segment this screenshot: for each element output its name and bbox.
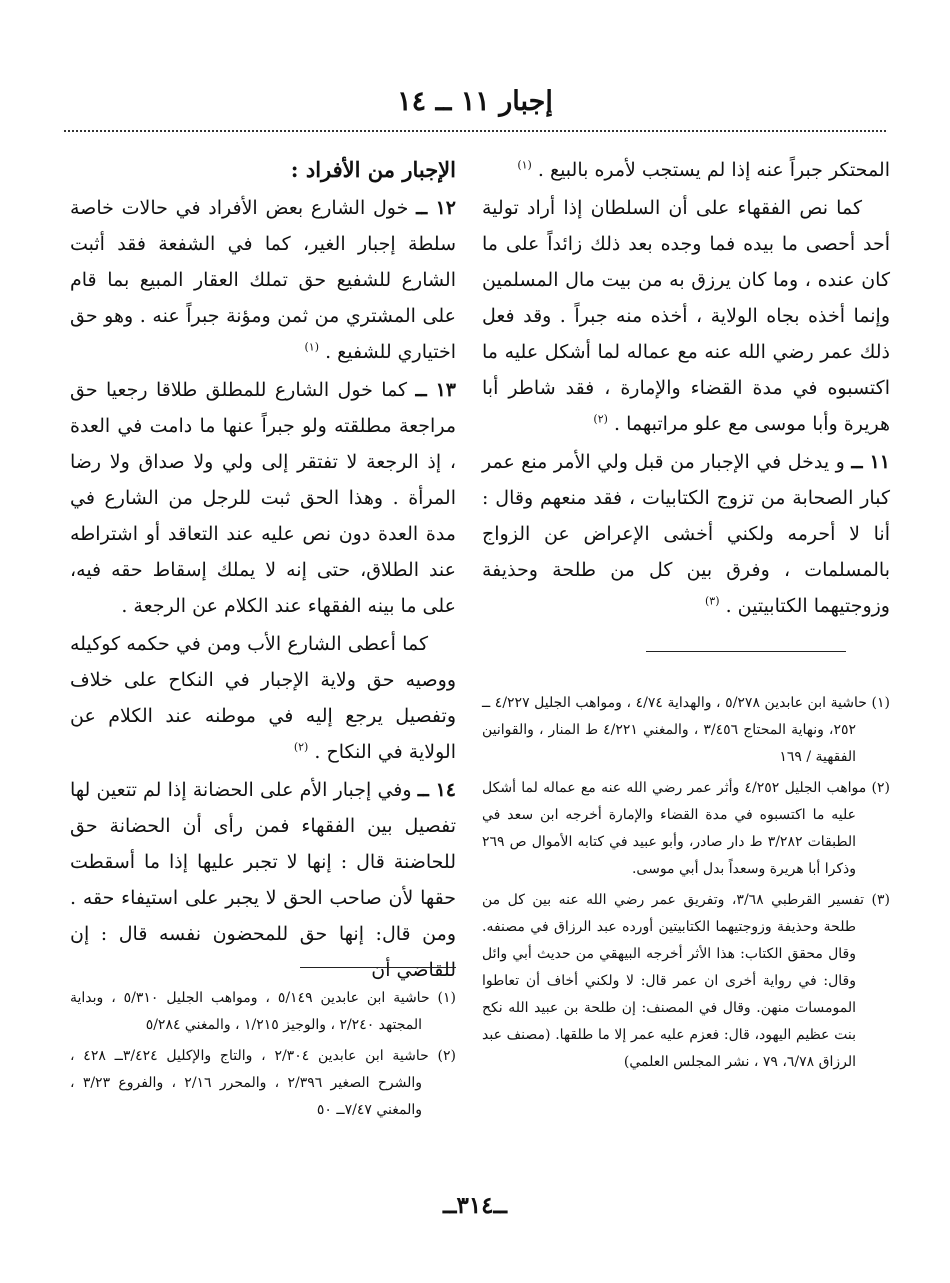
footnotes-left: [70, 985, 456, 1128]
footnote-ref: (١): [304, 340, 320, 354]
footnote: (١) حاشية ابن عابدين ٥/١٤٩ ، ومواهب الجليل ٥/٣١٠ ، وبداية المجتهد ٢/٢٤٠ ، والوجيز ١/٢١٥ ، والمغني ٥/٢٨٤: [70, 990, 456, 1033]
paragraph-text: كما نص الفقهاء على أن السلطان إذا أراد تولية أحد أحصى ما بيده فما وجده بعد ذلك زائداً على ما كان عنده ، وما كان يرزق به من بيت مال المسلمين وإنما أخذه بجاه الولاية ، أخذه منه جبراً . وقد فعل ذلك عمر رضي الله عنه مع عماله لما أشكل عليه ما اكتسبوه في مدة القضاء والإمارة ، فقد شاطر أبا هريرة وأبا موسى مع علو مراتبهما .: [482, 197, 890, 435]
footnote: (١) حاشية ابن عابدين ٥/٢٧٨ ، والهداية ٤/٧٤ ، ومواهب الجليل ٤/٢٢٧ ــ ٢٥٢، ونهاية المحتاج ٣/٤٥٦ ، والمغني ٤/٢٢١ ط المنار ، والقوانين الفقهية / ١٦٩: [482, 695, 890, 765]
paragraph: [70, 626, 456, 770]
paragraph: [70, 772, 456, 988]
paragraph-number: ١٢ ــ: [416, 197, 456, 219]
paragraph: [70, 190, 456, 370]
page-header-title: إجبار ١١ ــ ١٤: [397, 86, 553, 117]
paragraph-text: خول الشارع بعض الأفراد في حالات خاصة سلطة إجبار الغير، كما في الشفعة فقد أثبت الشارع للشفيع حق تملك العقار المبيع بما قام على المشتري من ثمن ومؤنة جبراً عنه . وهو حق اختياري للشفيع .: [70, 197, 456, 363]
paragraph-text: المحتكر جبراً عنه إذا لم يستجب لأمره بالبيع .: [537, 159, 890, 181]
left-column: [70, 152, 456, 990]
footnote: (٢) حاشية ابن عابدين ٢/٣٠٤ ، والتاج والإكليل ٣/٤٢٤ــ ٤٢٨ ، والشرح الصغير ٢/٣٩٦ ، والمحرر ٢/١٦ ، والفروع ٣/٢٣ ، والمغني ٧/٤٧ــ ٥٠: [70, 1048, 457, 1118]
paragraph-number: ١١ ــ: [851, 451, 891, 473]
paragraph-text: كما خول الشارع للمطلق طلاقا رجعيا حق مراجعة مطلقته ولو جبراً عنها ما دامت في العدة ، إذ الرجعة لا تفتقر إلى ولي ولا صداق ولا رضا المرأة . وهذا الحق ثبت للرجل من الشارع في مدة العدة دون نص عليه عند التعاقد أو اشتراطه عند الطلاق، حتى إنه لا يملك إسقاط حقه فيه، على ما بينه الفقهاء عند الكلام عن الرجعة .: [70, 379, 456, 617]
paragraph: [482, 152, 890, 188]
footnotes-right: [482, 690, 890, 1080]
paragraph-text: وفي إجبار الأم على الحضانة إذا لم تتعين لها تفصيل بين الفقهاء فمن رأى أن الحضانة حق للحاضنة قال : إنها لا تجبر عليها إذا ما أسقطت حقها لأن صاحب الحق لا يجبر على استيفاء حقه . ومن قال: إنها حق للمحضون نفسه قال : إن للقاضي أن: [70, 779, 456, 981]
footnote-ref: (٢): [593, 412, 608, 426]
footnote-ref: (٣): [705, 594, 720, 608]
footnote-ref: (٢): [293, 740, 309, 754]
paragraph: [482, 190, 890, 442]
paragraph-text: و يدخل في الإجبار من قبل ولي الأمر منع عمر كبار الصحابة من تزوج الكتابيات ، فقد منعهم وقال : أنا لا أحرمه ولكني أخشى الإعراض عن الزواج بالمسلمات ، وفرق بين كل من طلحة وحذيفة وزوجتيهما الكتابيتين .: [482, 451, 890, 617]
paragraph-number: ١٤ ــ: [417, 779, 456, 801]
header-dotted-rule: [64, 130, 886, 132]
paragraph-number: ١٣ ــ: [415, 379, 457, 401]
paragraph: [70, 372, 456, 624]
paragraph: [482, 444, 890, 624]
paragraph-text: كما أعطى الشارع الأب ومن في حكمه كوكيله ووصيه حق ولاية الإجبار في النكاح على خلاف وتفصيل يرجع إليه في موطنه عند الكلام عن الولاية في النكاح .: [70, 633, 456, 763]
footnote-separator: [646, 651, 846, 652]
section-heading: الإجبار من الأفراد :: [290, 157, 456, 182]
footnote-separator: [300, 967, 456, 968]
right-column: [482, 152, 890, 626]
footnote: (٣) تفسير القرطبي ٣/٦٨، وتفريق عمر رضي الله عنه بين كل من طلحة وحذيفة وزوجتيهما الكتابيتين أورده عبد الرزاق في مصنفه. وقال محقق الكتاب: هذا الأثر أخرجه البيهقي من حديث أبي وائل وقال: في رواية أخرى ان عمر قال: لا ولكني أخاف أن تعاطوا المومسات منهن. وقال في المصنف: إن طلحة بن عبيد الله نكح بنت عظيم اليهود، قال: فعزم عليه عمر إلا ما طلقها. (مصنف عبد الرزاق ٦/٧٨، ٧٩ ، نشر المجلس العلمي): [482, 892, 890, 1070]
footnote-ref: (١): [517, 158, 532, 172]
page-number: ــ٣١٤ــ: [442, 1192, 508, 1219]
footnote: (٢) مواهب الجليل ٤/٢٥٢ وأثر عمر رضي الله عنه مع عماله لما أشكل عليه ما اكتسبوه في مدة القضاء والإمارة أخرجه ابن سعد في الطبقات ٣/٢٨٢ ط دار صادر، وأبو عبيد في كتابه الأموال ص ٢٦٩ وذكرا أبا هريرة وسعداً بدل أبي موسى.: [482, 780, 890, 877]
